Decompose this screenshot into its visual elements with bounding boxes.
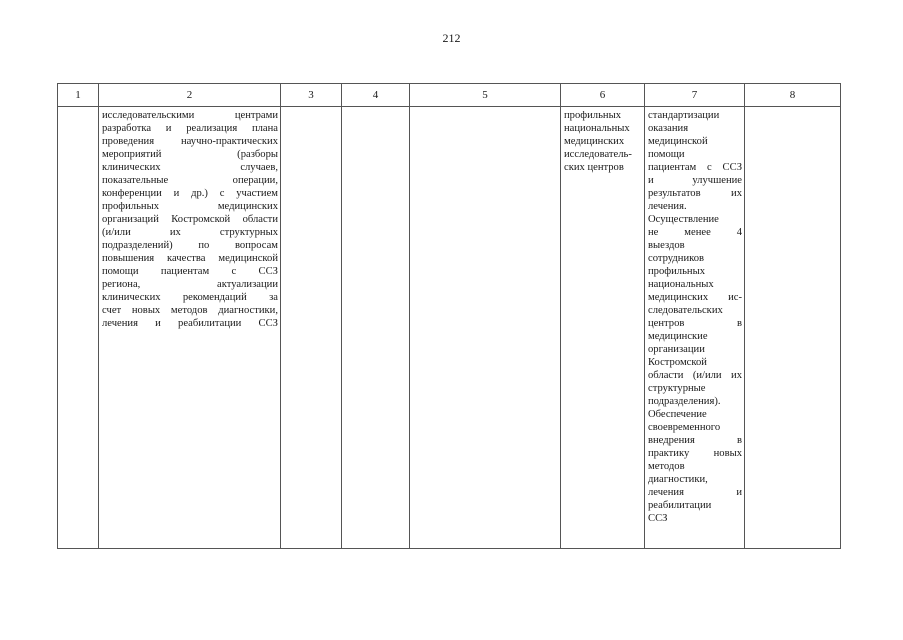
col6-text — [561, 107, 644, 174]
text-line: не менее 4 — [648, 227, 742, 238]
document-table — [57, 83, 841, 549]
text-line: выездов — [648, 240, 685, 251]
cell-col-5 — [410, 107, 561, 549]
text-line: своевременного — [648, 422, 721, 433]
text-line: Осуществление — [648, 214, 719, 225]
cell-col-4 — [342, 107, 410, 549]
text-line: конференции и др.) с участием — [102, 188, 278, 199]
header-col-2: 2 — [99, 84, 281, 107]
cell-col-1 — [58, 107, 99, 549]
page-number: 212 — [442, 31, 461, 45]
text-line: подразделения). — [648, 396, 721, 407]
text-line: национальных — [564, 123, 630, 134]
text-line: региона, актуализации — [102, 279, 278, 290]
text-line: подразделений) по вопросам — [102, 240, 278, 251]
text-line: практику новых — [648, 448, 742, 459]
text-line: клинических рекомендаций за — [102, 292, 278, 303]
text-line: помощи пациентам с ССЗ — [102, 266, 278, 277]
text-line: мероприятий (разборы — [102, 149, 278, 160]
text-line: организации — [648, 344, 705, 355]
text-line: лечения и — [648, 487, 742, 498]
header-col-6: 6 — [561, 84, 645, 107]
text-line: помощи — [648, 149, 685, 160]
col7-text — [645, 107, 744, 525]
text-line: профильных — [564, 110, 621, 121]
text-line: профильных медицинских — [102, 201, 278, 212]
text-line: разработка и реализация плана — [102, 123, 278, 134]
text-line: (и/или их структурных — [102, 227, 278, 238]
text-line: ССЗ — [648, 513, 668, 524]
text-line: организаций Костромской области — [102, 214, 278, 225]
text-line: внедрения в — [648, 435, 742, 446]
text-line: лечения. — [648, 201, 687, 212]
text-line: показательные операции, — [102, 175, 278, 186]
header-col-5: 5 — [410, 84, 561, 107]
header-col-8: 8 — [745, 84, 841, 107]
cell-col-7 — [645, 107, 745, 549]
text-line: стандартизации — [648, 110, 720, 121]
col2-text — [99, 107, 280, 330]
text-line: медицинской — [648, 136, 708, 147]
text-line: национальных — [648, 279, 714, 290]
cell-col-8 — [745, 107, 841, 549]
text-line: медицинских ис- — [648, 292, 742, 303]
header-col-3: 3 — [281, 84, 342, 107]
text-line: реабилитации — [648, 500, 712, 511]
text-line: следовательских — [648, 305, 723, 316]
header-col-4: 4 — [342, 84, 410, 107]
text-line: диагностики, — [648, 474, 708, 485]
header-col-1: 1 — [58, 84, 99, 107]
text-line: Костромской — [648, 357, 707, 368]
cell-col-6 — [561, 107, 645, 549]
text-line: сотрудников — [648, 253, 705, 264]
table-row — [58, 107, 841, 549]
header-row — [58, 84, 841, 107]
text-line: медицинских — [564, 136, 625, 147]
text-line: исследовательскими центрами — [102, 110, 278, 121]
cell-col-2 — [99, 107, 281, 549]
text-line: результатов их — [648, 188, 742, 199]
text-line: методов — [648, 461, 685, 472]
text-line: проведения научно-практических — [102, 136, 278, 147]
text-line: исследователь- — [564, 149, 632, 160]
text-line: Обеспечение — [648, 409, 707, 420]
text-line: структурные — [648, 383, 706, 394]
text-line: пациентам с ССЗ — [648, 162, 742, 173]
text-line: центров в — [648, 318, 742, 329]
text-line: лечения и реабилитации ССЗ — [102, 318, 278, 329]
text-line: ских центров — [564, 162, 624, 173]
text-line: счет новых методов диагностики, — [102, 305, 278, 316]
text-line: профильных — [648, 266, 705, 277]
text-line: области (и/или их — [648, 370, 742, 381]
text-line: повышения качества медицинской — [102, 253, 278, 264]
text-line: медицинские — [648, 331, 708, 342]
text-line: и улучшение — [648, 175, 742, 186]
text-line: клинических случаев, — [102, 162, 278, 173]
header-col-7: 7 — [645, 84, 745, 107]
text-line: оказания — [648, 123, 689, 134]
cell-col-3 — [281, 107, 342, 549]
